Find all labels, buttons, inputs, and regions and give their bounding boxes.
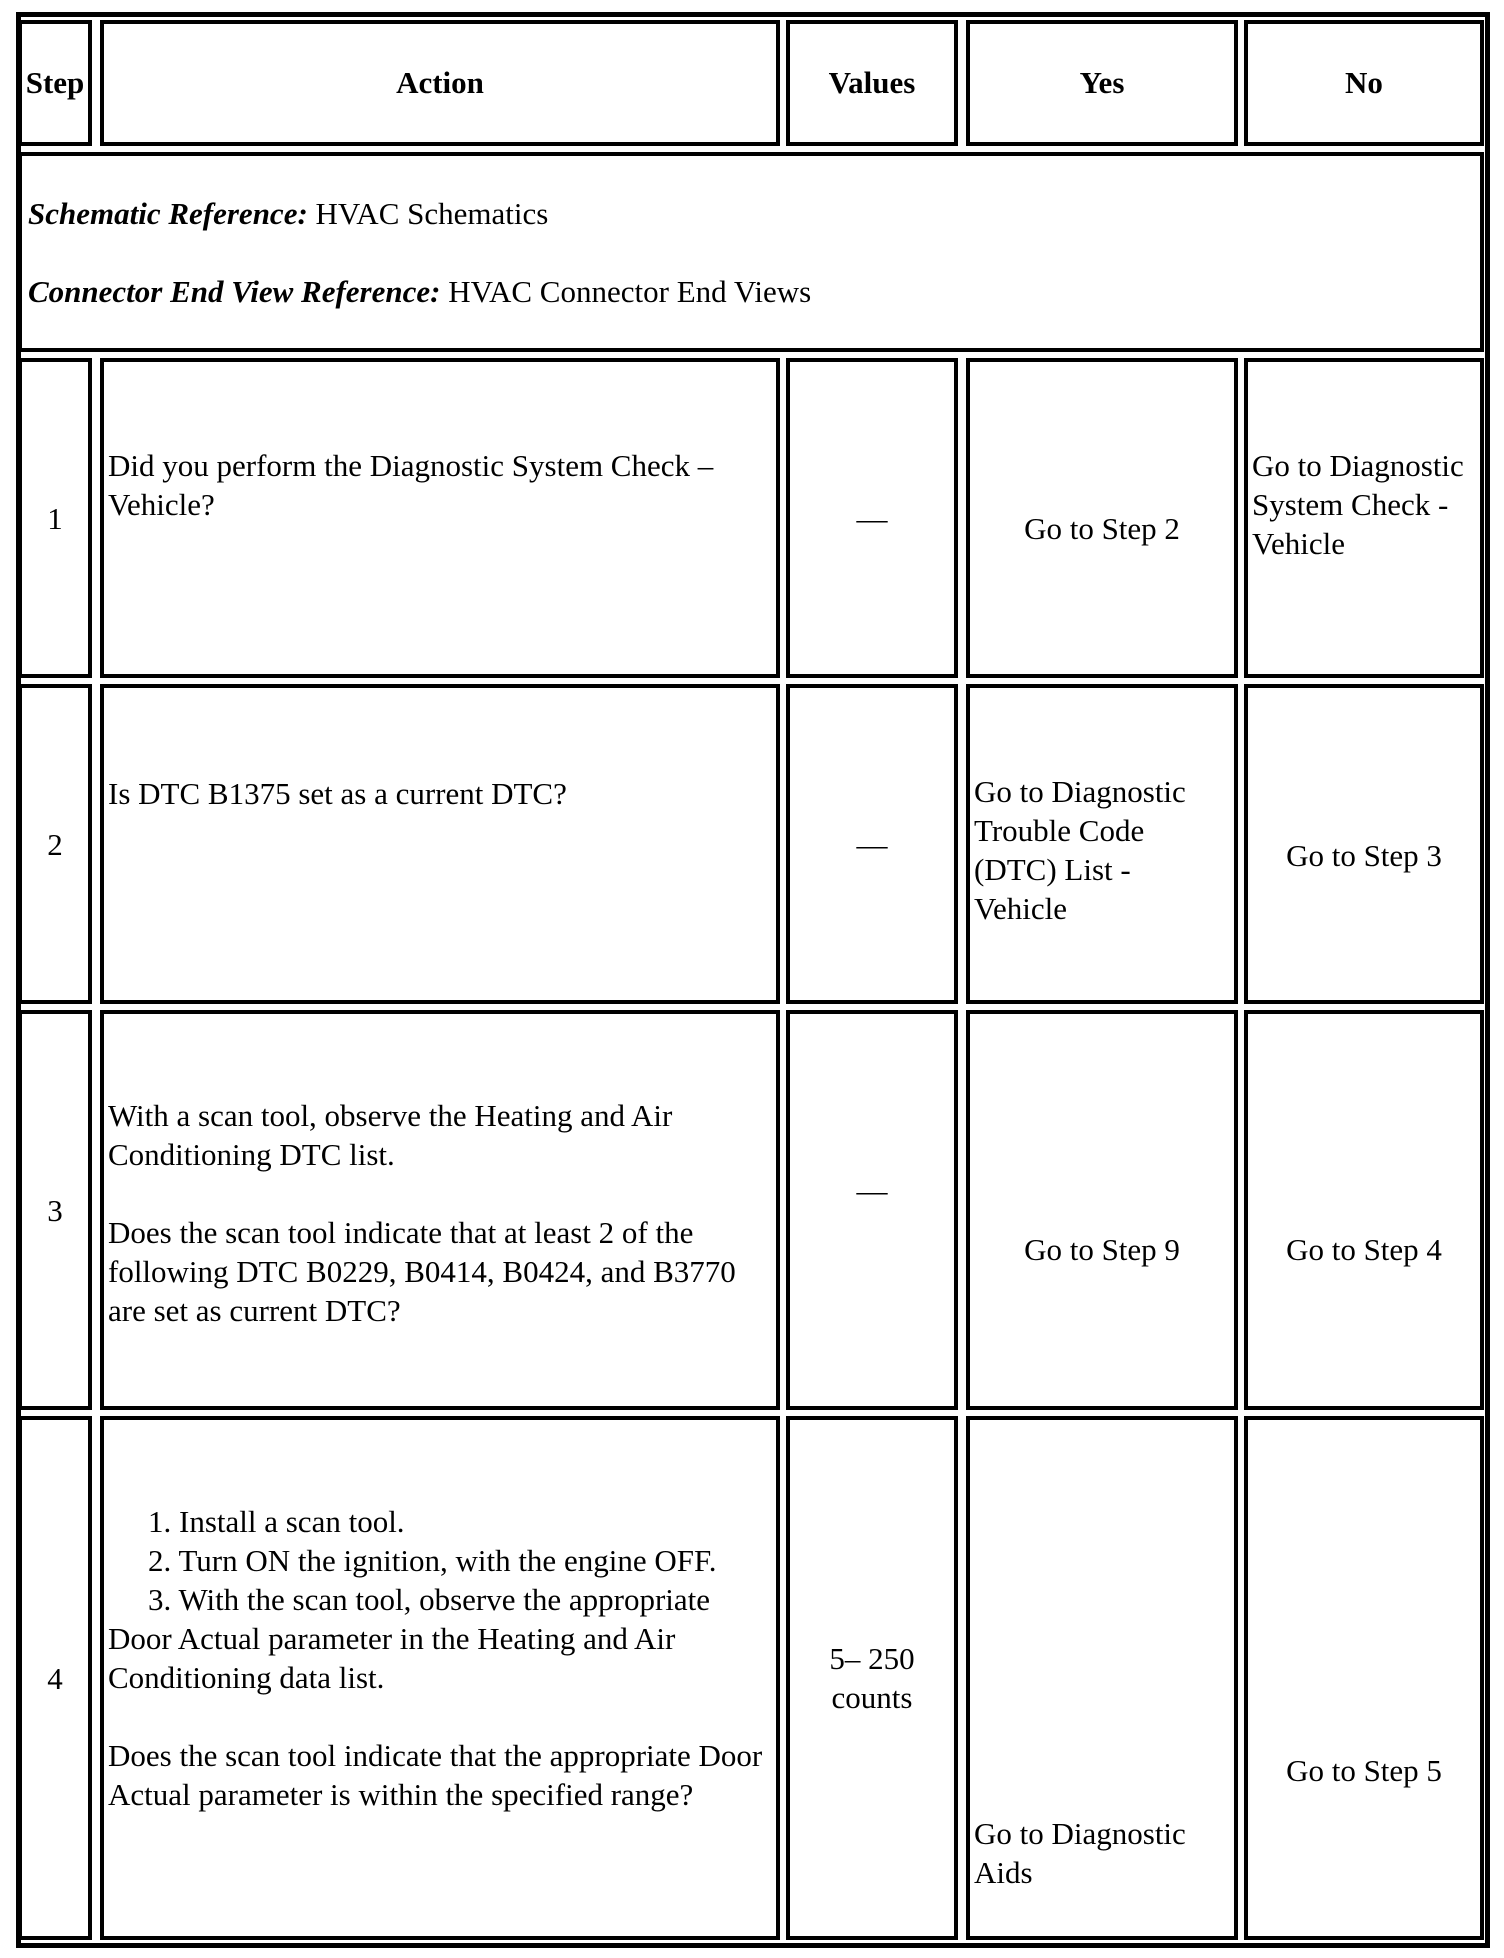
values-cell [786, 1010, 958, 1410]
header-yes-label: Yes [1079, 65, 1125, 100]
connector-reference [28, 272, 1474, 311]
values-cell [786, 1416, 958, 1940]
step-cell [18, 684, 92, 1004]
action-text: Did you perform the Diagnostic System Check – Vehicle? [108, 448, 714, 522]
yes-link[interactable]: Go to Diagnostic Trouble Code (DTC) List - Vehicle [974, 774, 1186, 926]
header-step-label: Step [25, 65, 85, 100]
step-number: 3 [47, 1192, 63, 1228]
connector-reference-link[interactable]: HVAC Connector End Views [440, 274, 812, 309]
no-cell [1244, 358, 1484, 678]
header-values [786, 20, 958, 146]
header-action-label: Action [396, 65, 484, 100]
action-cell [100, 684, 780, 1004]
connector-reference-label: Connector End View Reference: [28, 274, 441, 309]
yes-cell [966, 358, 1238, 678]
action-question: Does the scan tool indicate that the appropriate Door Actual parameter is within the specified range? [108, 1738, 763, 1812]
values-cell [786, 684, 958, 1004]
step-cell [18, 1416, 92, 1940]
yes-link[interactable]: Go to Diagnostic Aids [974, 1816, 1186, 1890]
step-cell [18, 358, 92, 678]
action-question: Does the scan tool indicate that at least 2 of the following DTC B0229, B0414, B0424, and B3770 are set as current DTC? [108, 1215, 736, 1328]
header-no [1244, 20, 1484, 146]
header-values-label: Values [828, 65, 916, 100]
action-text: Is DTC B1375 set as a current DTC? [108, 776, 567, 811]
no-cell [1244, 684, 1484, 1004]
yes-link[interactable]: Go to Step 9 [1024, 1231, 1180, 1267]
action-cell [100, 1416, 780, 1940]
action-list-item: 3. With the scan tool, observe the appropriate Door Actual parameter in the Heating and Air Conditioning data list. [108, 1582, 711, 1695]
values-text: — [856, 1172, 888, 1208]
reference-row [18, 152, 1484, 352]
action-list-item: 1. Install a scan tool. [148, 1504, 405, 1539]
schematic-reference-link[interactable]: HVAC Schematics [307, 196, 549, 231]
no-link[interactable]: Go to Diagnostic System Check - Vehicle [1252, 448, 1464, 561]
values-text: — [856, 500, 888, 536]
step-number: 2 [47, 826, 63, 862]
values-text: 5– 250 counts [829, 1641, 915, 1715]
action-cell [100, 358, 780, 678]
header-no-label: No [1345, 65, 1383, 100]
no-cell [1244, 1416, 1484, 1940]
step-number: 1 [47, 500, 63, 536]
no-link[interactable]: Go to Step 5 [1286, 1752, 1442, 1788]
step-number: 4 [47, 1660, 63, 1696]
yes-cell [966, 684, 1238, 1004]
schematic-reference [28, 194, 1474, 233]
yes-cell [966, 1010, 1238, 1410]
action-text: With a scan tool, observe the Heating and Air Conditioning DTC list. [108, 1098, 673, 1172]
values-text: — [856, 826, 888, 862]
header-action [100, 20, 780, 146]
action-cell [100, 1010, 780, 1410]
no-link[interactable]: Go to Step 4 [1286, 1231, 1442, 1267]
step-cell [18, 1010, 92, 1410]
yes-cell [966, 1416, 1238, 1940]
no-link[interactable]: Go to Step 3 [1286, 837, 1442, 873]
action-list-item: 2. Turn ON the ignition, with the engine OFF. [148, 1543, 717, 1578]
no-cell [1244, 1010, 1484, 1410]
header-step [18, 20, 92, 146]
yes-link[interactable]: Go to Step 2 [1024, 510, 1180, 546]
schematic-reference-label: Schematic Reference: [28, 196, 308, 231]
header-yes [966, 20, 1238, 146]
values-cell [786, 358, 958, 678]
